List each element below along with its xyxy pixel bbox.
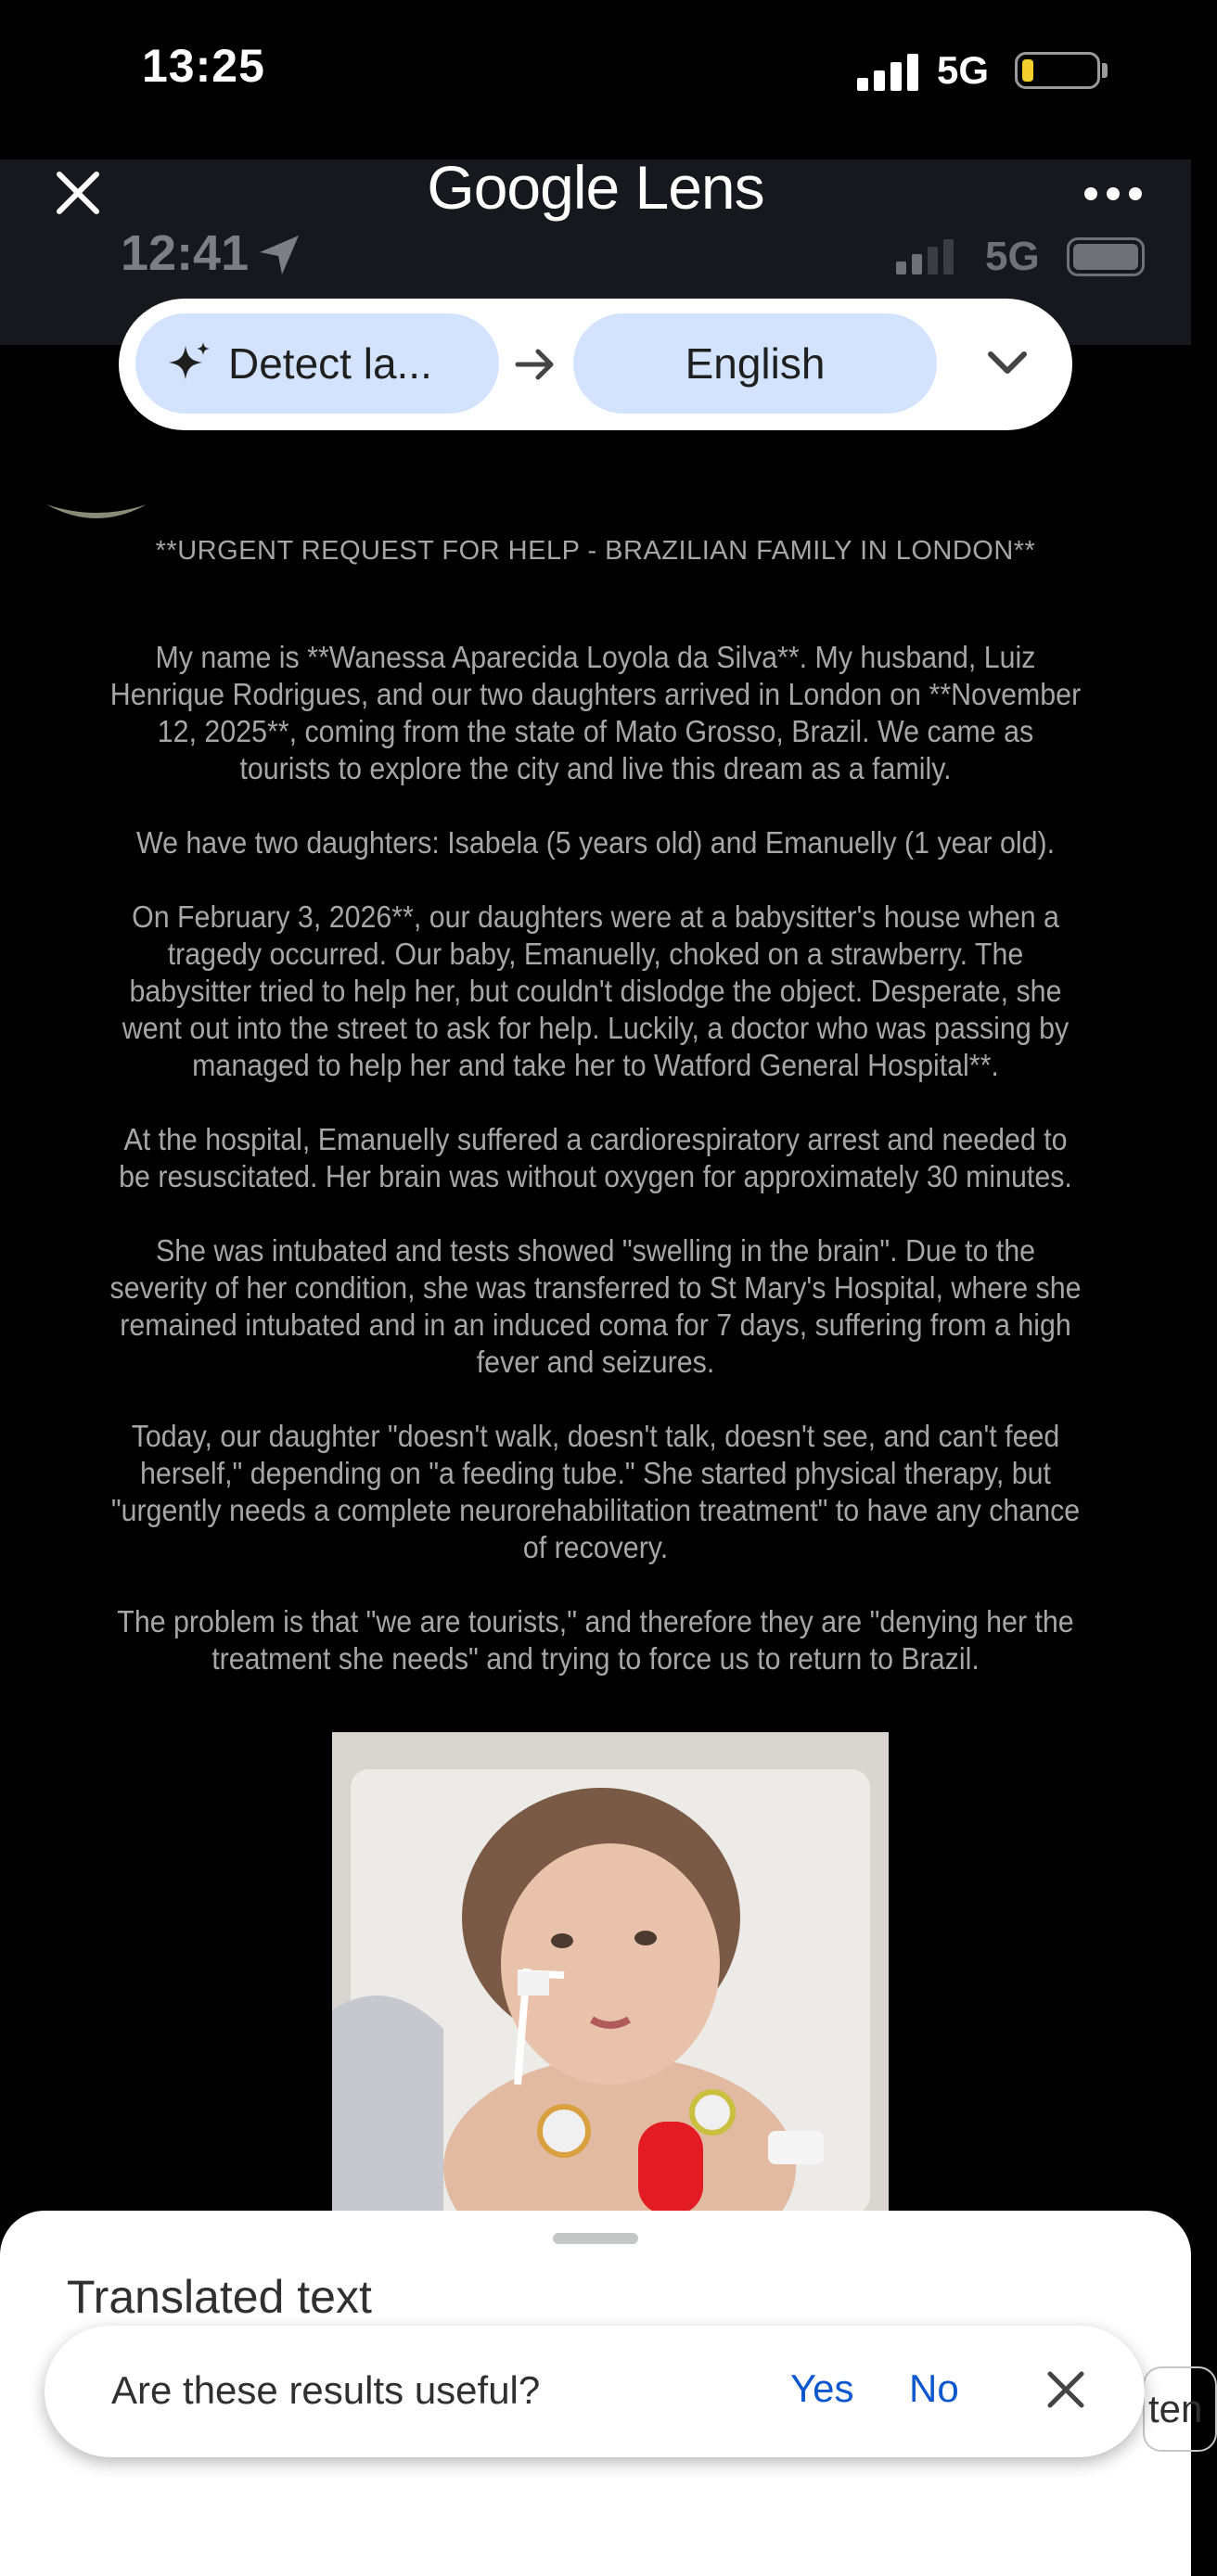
source-language-button[interactable] <box>135 313 499 414</box>
background-signal-icon <box>896 239 955 274</box>
document-paragraph: At the hospital, Emanuelly suffered a cardiorespiratory arrest and needed to be resuscitated. Her brain was without oxygen for approximately 30 minutes. <box>119 1122 1072 1193</box>
more-icon[interactable] <box>1080 182 1147 206</box>
document-paragraph: She was intubated and tests showed "swelling in the brain". Due to the severity of her condition, she was transferred to St Mary's Hospital, where she remained intubated and in an induced coma for 7 days, suffering from a high fever and seizures. <box>109 1233 1082 1379</box>
feedback-question: Are these results useful? <box>111 2368 541 2412</box>
document-paragraph: Today, our daughter "doesn't walk, doesn't talk, doesn't see, and can't feed herself," depending on "a feeding tube." She started physical therapy, but "urgently needs a complete neurorehabilitation treatment" to have any chance of recovery. <box>110 1419 1081 1564</box>
feedback-no-button[interactable]: No <box>909 2366 959 2410</box>
battery-nub <box>1102 63 1108 78</box>
signal-icon <box>857 54 922 91</box>
page-title: Google Lens <box>427 153 764 222</box>
document-paragraph: On February 3, 2026**, our daughters were at a babysitter's house when a tragedy occurred. Our baby, Emanuelly, choked on a strawberry. The babysitter tried to help her, but couldn't dislodge the object. Desperate, she went out into the street to ask for help. Luckily, a doctor who was passing by managed to help her and take her to Watford General Hospital**. <box>122 899 1070 1082</box>
drag-handle[interactable] <box>553 2233 638 2244</box>
sheet-title: Translated text <box>67 2271 372 2323</box>
location-arrow-icon <box>256 232 302 278</box>
sparkle-icon <box>169 342 211 385</box>
background-network-label: 5G <box>985 234 1040 279</box>
document-paragraph: My name is **Wanessa Aparecida Loyola da Silva**. My husband, Luiz Henrique Rodrigues, and our two daughters arrived in London on **November 12, 2025**, coming from the state of Mato Grosso, Brazil. We came as tourists to explore the city and live this dream as a family. <box>109 640 1082 785</box>
background-battery-icon <box>1067 237 1145 276</box>
network-label: 5G <box>937 48 990 92</box>
document-logo-fragment <box>41 501 152 529</box>
document-paragraph: The problem is that "we are tourists," and therefore they are "denying her the treatment she needs" and trying to force us to return to Brazil. <box>117 1604 1074 1676</box>
battery-icon <box>1015 52 1100 89</box>
source-language-label: Detect la... <box>228 339 432 388</box>
close-icon[interactable] <box>1043 2366 1089 2413</box>
status-time: 13:25 <box>142 40 265 92</box>
child-photo-illustration <box>332 1732 889 2214</box>
arrow-right-icon <box>512 341 558 388</box>
feedback-yes-button[interactable]: Yes <box>790 2366 854 2410</box>
peek-chip[interactable] <box>1143 2366 1217 2452</box>
background-screenshot-time: 12:41 <box>121 225 250 281</box>
peek-chip-label: ten <box>1148 2387 1203 2430</box>
document-photo <box>332 1732 889 2214</box>
target-language-button[interactable]: English <box>573 313 937 414</box>
document-heading: **URGENT REQUEST FOR HELP - BRAZILIAN FAMILY IN LONDON** <box>155 536 1036 566</box>
chevron-down-icon[interactable] <box>980 336 1035 391</box>
translated-document <box>67 536 1124 1715</box>
document-paragraph: We have two daughters: Isabela (5 years old) and Emanuelly (1 year old). <box>135 825 1056 860</box>
